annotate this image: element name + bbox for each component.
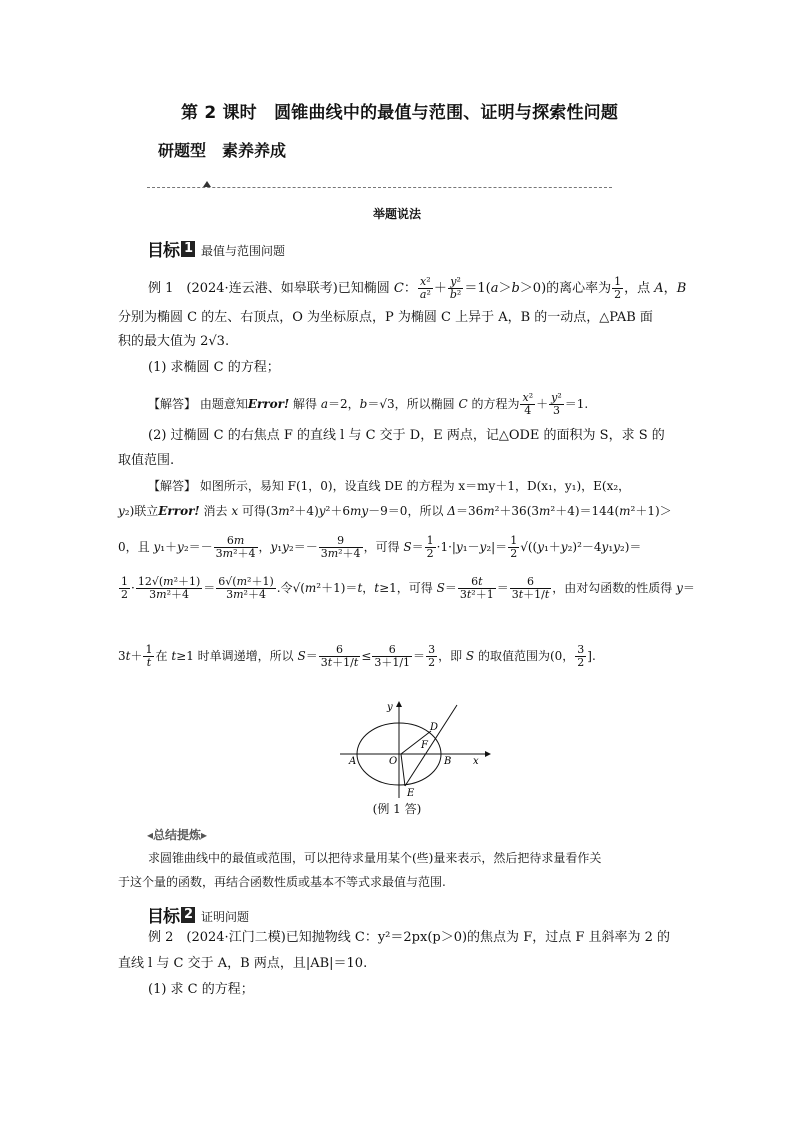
label-F: F — [421, 740, 428, 751]
summary-line-1: 求圆锥曲线中的最值或范围，可以把待求量用某个(些)量来表示，然后把待求量看作关 — [148, 851, 602, 865]
question-2-line-2: 取值范围. — [118, 453, 175, 468]
question-2-line-1: (2) 过椭圆 C 的右焦点 F 的直线 l 与 C 交于 D，E 两点，记△ODE 的面积为 S，求 S 的 — [148, 428, 665, 443]
goal-1-title: 最值与范围问题 — [201, 243, 286, 258]
example-1-line-2: 分别为椭圆 C 的左、右顶点，O 为坐标原点，P 为椭圆 C 上异于 A，B 的一动点，△PAB 面 — [118, 310, 653, 325]
example-1-line-1: 例 1 (2024·连云港、如皋联考)已知椭圆 C： $\frac{\text{x²}}{\text{a²}}$ ＋ $\frac{\text{y²}}{\text{b²}}$ ＝1(a＞b＞0)的离心率为 $\frac{1}{2}$ ，点 A，B — [148, 275, 687, 301]
label-A: A — [349, 756, 357, 767]
goal-2-header — [147, 902, 249, 927]
section-subtitle: 研题型 素养养成 — [158, 141, 287, 160]
section-heading: 举题说法 — [372, 207, 421, 221]
example-2-question-1: (1) 求 C 的方程； — [148, 982, 254, 997]
solution-line-3: 0，且 y₁＋y₂＝－ $\frac{6m}{\text{3m²＋4}}$ ，y₁y₂＝－ $\frac{9}{\text{3m²＋4}}$ ，可得 S＝ $\frac{1}{2}$ ·1·|y₁－y₂|＝ $\frac{1}{2}$ √((y₁＋y₂)²－4y₁y₂)＝ — [118, 534, 642, 560]
page-title: 第 2 课时 圆锥曲线中的最值与范围、证明与探索性问题 — [181, 103, 619, 123]
solution-line-4: $\frac{1}{2}$ · $\frac{\text{12√(m²＋1)}}{\text{3m²＋4}}$ ＝ $\frac{\text{6√(m²＋1)}}{\text{3m²＋4}}$ .令√(m²＋1)＝t，t≥1，可得 S＝ $\frac{6t}{\text{3t²＋1}}$ ＝ $\frac{6}{3t+1/t}$ ，由对勾函数的性质得 y＝ — [121, 575, 695, 601]
x-axis-arrow — [485, 751, 491, 757]
divider — [147, 187, 612, 188]
summary-tag: ◂总结提炼▸ — [147, 828, 208, 842]
solution-line-2: y₂)联立Error! 消去 x 可得(3m²＋4)y²＋6my－9＝0，所以 Δ＝36m²＋36(3m²＋4)＝144(m²＋1)＞ — [118, 504, 672, 518]
example-2-line-2: 直线 l 与 C 交于 A，B 两点，且|AB|＝10. — [118, 956, 368, 971]
label-y: y — [387, 702, 393, 713]
answer-1: 【解答】 由题意知Error! 解得 a＝2，b＝√3，所以椭圆 C 的方程为 $\frac{\text{x²}}{4}$ ＋ $\frac{\text{y²}}{3}$ ＝1. — [148, 391, 589, 417]
question-1: (1) 求椭圆 C 的方程； — [148, 360, 280, 375]
goal-badge: 目标 1 — [147, 236, 195, 261]
summary-line-2: 于这个量的函数，再结合函数性质或基本不等式求最值与范围. — [118, 875, 446, 889]
figure-caption: (例 1 答) — [372, 802, 422, 816]
label-O: O — [389, 756, 398, 767]
example-1-line-3: 积的最大值为 2√3. — [118, 334, 230, 349]
ellipse-figure — [335, 700, 495, 800]
goal-badge: 目标 2 — [147, 902, 195, 927]
solution-line-5: 3t＋ $\frac{1}{t}$ 在 t≥1 时单调递增，所以 S＝ $\frac{6}{3t+1/t}$ ≤ $\frac{6}{3+1/1}$ ＝ $\frac{3}{2}$ ，即 S 的取值范围为(0， $\frac{3}{2}$ ]. — [118, 643, 596, 669]
label-E: E — [407, 788, 415, 799]
label-B: B — [444, 756, 452, 767]
goal-2-title: 证明问题 — [201, 909, 250, 924]
divider-marker — [203, 181, 211, 187]
solution-line-1: 【解答】 如图所示，易知 F(1，0)，设直线 DE 的方程为 x＝my＋1，D(x₁，y₁)，E(x₂， — [148, 479, 631, 493]
y-axis-arrow — [396, 701, 402, 707]
label-D: D — [430, 722, 439, 733]
example-2-line-1: 例 2 (2024·江门二模)已知抛物线 C：y²＝2px(p＞0)的焦点为 F，过点 F 且斜率为 2 的 — [148, 930, 671, 945]
goal-1-header — [147, 236, 285, 261]
label-x: x — [473, 756, 479, 767]
segment-OE — [401, 754, 405, 786]
